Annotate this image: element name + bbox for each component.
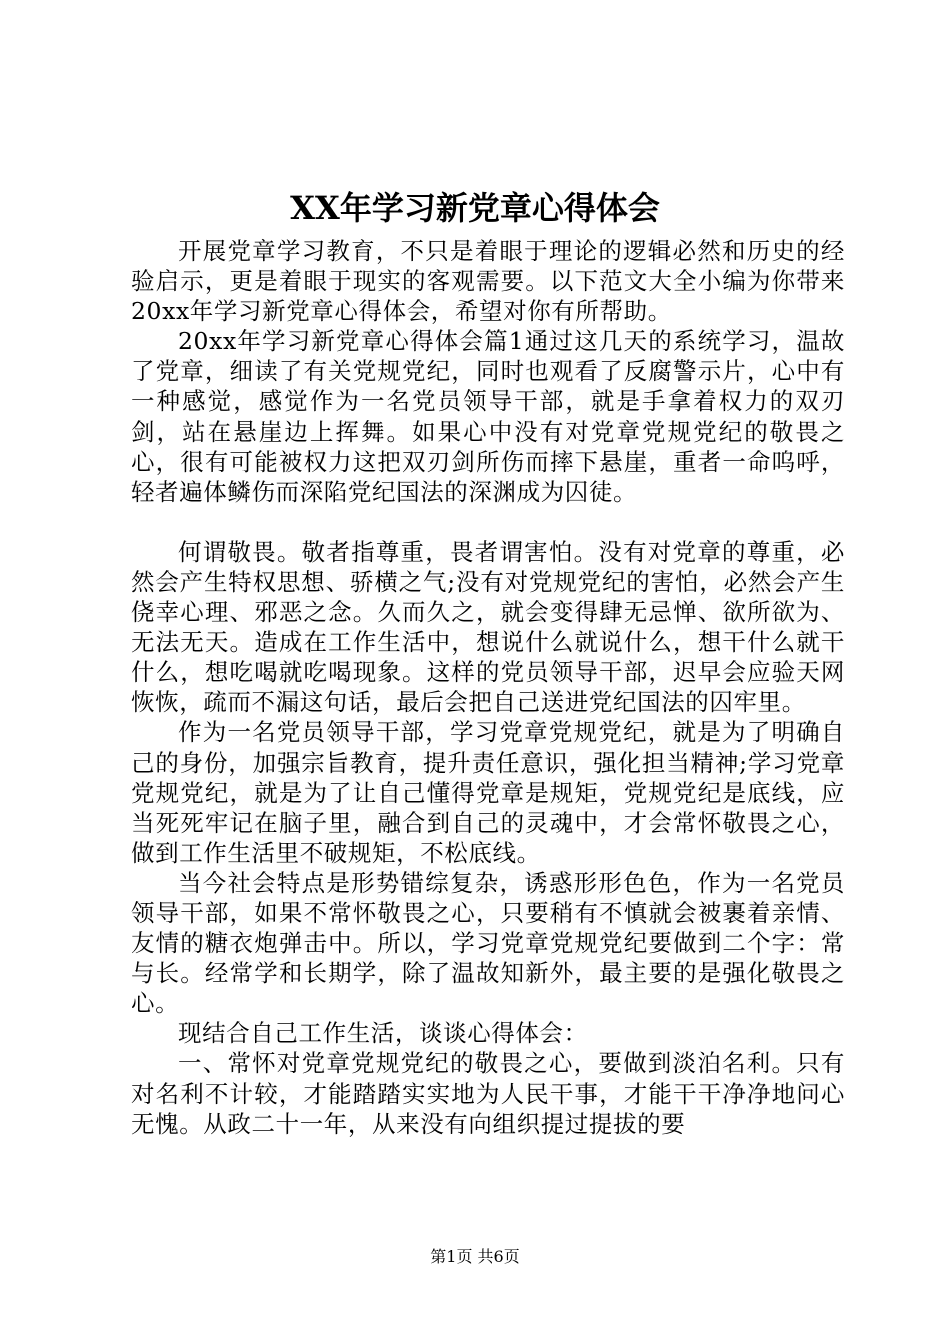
document-title: XX年学习新党章心得体会 bbox=[290, 189, 660, 227]
paragraph-experience-intro: 现结合自己工作生活，谈谈心得体会： bbox=[178, 1019, 588, 1048]
document-body bbox=[131, 236, 845, 1139]
paragraph-awe-definition: 何谓敬畏。敬者指尊重，畏者谓害怕。没有对党章的尊重，必然会产生特权思想、骄横之气;没有对党规党纪的害怕，必然会产生侥幸心理、邪恶之念。久而久之，就会变得肆无忌惮、欲所欲为、无法无天。造成在工作生活中，想说什么就说什么，想干什么就干什么，想吃喝就吃喝现象。这样的党员领导干部，迟早会应验天网恢恢，疏而不漏这句话，最后会把自己送进党纪国法的囚牢里。 bbox=[131, 537, 845, 717]
paragraph-point-one: 一、常怀对党章党规党纪的敬畏之心，要做到淡泊名利。只有对名利不计较，才能踏踏实实地为人民干事，才能干干净净地问心无愧。从政二十一年，从来没有向组织提过提拔的要 bbox=[131, 1049, 845, 1138]
paragraph-society: 当今社会特点是形势错综复杂，诱惑形形色色，作为一名党员领导干部，如果不常怀敬畏之心，只要稍有不慎就会被裹着亲情、友情的糖衣炮弹击中。所以，学习党章党规党纪要做到二个字：常与长。经常学和长期学，除了温故知新外，最主要的是强化敬畏之心。 bbox=[131, 868, 845, 1018]
paragraph-intro: 开展党章学习教育，不只是着眼于理论的逻辑必然和历史的经验启示，更是着眼于现实的客观需要。以下范文大全小编为你带来20xx年学习新党章心得体会，希望对你有所帮助。 bbox=[131, 237, 845, 326]
paragraph-part-1: 20xx年学习新党章心得体会篇1通过这几天的系统学习，温故了党章，细读了有关党规党纪，同时也观看了反腐警示片，心中有一种感觉，感觉作为一名党员领导干部，就是手拿着权力的双刃剑，站在悬崖边上挥舞。如果心中没有对党章党规党纪的敬畏之心，很有可能被权力这把双刃剑所伤而摔下悬崖，重者一命呜呼，轻者遍体鳞伤而深陷党纪国法的深渊成为囚徒。 bbox=[131, 327, 845, 506]
page-footer: 第1页 共6页 bbox=[430, 1247, 520, 1266]
paragraph-leader-duty: 作为一名党员领导干部，学习党章党规党纪，就是为了明确自己的身份，加强宗旨教育，提升责任意识，强化担当精神;学习党章党规党纪，就是为了让自己懂得党章是规矩，党规党纪是底线，应当死死牢记在脑子里，融合到自己的灵魂中，才会常怀敬畏之心，做到工作生活里不破规矩，不松底线。 bbox=[131, 718, 845, 867]
